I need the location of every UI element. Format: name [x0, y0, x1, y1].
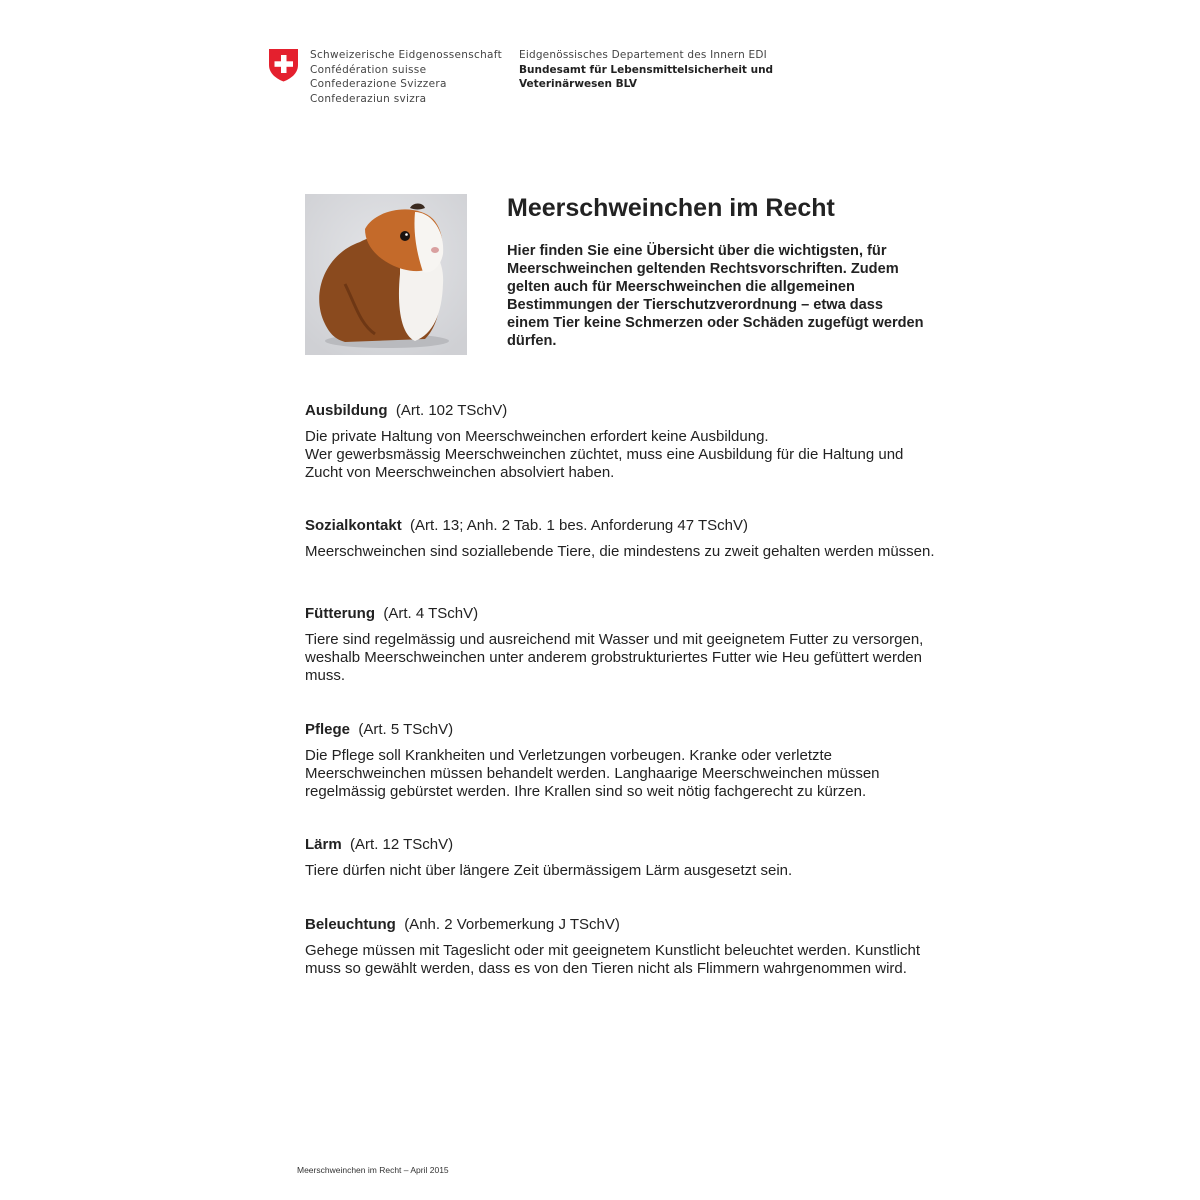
- section-text: Meerschweinchen sind soziallebende Tiere, die mindestens zu zweit gehalten werden müssen.: [305, 543, 935, 560]
- page-footer: Meerschweinchen im Recht – April 2015: [297, 1165, 449, 1175]
- federation-line: Confederaziun svizra: [310, 93, 427, 106]
- section-heading: Ausbildung: [305, 402, 388, 419]
- guinea-pig-photo: [305, 194, 467, 355]
- office-name-line2: Veterinärwesen BLV: [519, 78, 638, 91]
- section-reference: (Art. 13; Anh. 2 Tab. 1 bes. Anforderung 47 TSchV): [410, 517, 749, 534]
- section-text: Die Pflege soll Krankheiten und Verletzungen vorbeugen. Kranke oder verletzte Meerschweinchen müssen behandelt werden. Langhaarige Meerschweinchen müssen regelmässig gebürstet werden. Ihre Krallen sind so weit nötig fachgerecht zu kürzen.: [305, 747, 880, 800]
- section-heading: Pflege: [305, 721, 351, 738]
- section-sozialkontakt: [305, 517, 945, 561]
- page-title: Meerschweinchen im Recht: [507, 194, 835, 222]
- section-text: Die private Haltung von Meerschweinchen erfordert keine Ausbildung. Wer gewerbsmässig Meerschweinchen züchtet, muss eine Ausbildung für die Haltung und Zucht von Meerschweinchen absolviert haben.: [305, 428, 904, 481]
- section-laerm: [305, 836, 945, 880]
- section-text: Gehege müssen mit Tageslicht oder mit geeignetem Kunstlicht beleuchtet werden. Kunstlicht muss so gewählt werden, dass es von den Tieren nicht als Flimmern wahrgenommen wird.: [305, 942, 921, 977]
- section-text: Tiere sind regelmässig und ausreichend mit Wasser und mit geeignetem Futter zu versorgen, weshalb Meerschweinchen unter anderem grobstrukturiertes Futter wie Heu gefüttert werden muss.: [305, 631, 924, 684]
- section-reference: (Anh. 2 Vorbemerkung J TSchV): [404, 916, 620, 933]
- section-heading: Lärm: [305, 836, 342, 853]
- section-reference: (Art. 5 TSchV): [358, 721, 454, 738]
- section-reference: (Art. 102 TSchV): [395, 402, 508, 419]
- section-reference: (Art. 4 TSchV): [383, 605, 479, 622]
- section-heading: Fütterung: [305, 605, 375, 622]
- department-block: [519, 48, 773, 92]
- intro-text: Hier finden Sie eine Übersicht über die wichtigsten, für Meerschweinchen geltenden Rechtsvorschriften. Zudem gelten auch für Meerschweinchen die allgemeinen Bestimmungen der Tierschutzverordnung – etwa dass einem Tier keine Schmerzen oder Schäden zugefügt werden dürfen.: [507, 243, 924, 349]
- section-heading: Sozialkontakt: [305, 517, 402, 534]
- section-beleuchtung: [305, 916, 930, 978]
- section-fuetterung: [305, 605, 930, 685]
- federation-line: Confederazione Svizzera: [310, 78, 447, 91]
- federation-names: [310, 48, 502, 107]
- federation-line: Schweizerische Eidgenossenschaft: [310, 49, 502, 61]
- office-name-line1: Bundesamt für Lebensmittelsicherheit und: [519, 63, 774, 76]
- section-pflege: [305, 721, 895, 801]
- section-ausbildung: [305, 402, 945, 482]
- section-heading: Beleuchtung: [305, 916, 396, 933]
- section-text: Tiere dürfen nicht über längere Zeit übermässigem Lärm ausgesetzt sein.: [305, 862, 793, 879]
- swiss-coat-of-arms-icon: [268, 48, 299, 87]
- section-reference: (Art. 12 TSchV): [350, 836, 454, 853]
- department-name: Eidgenössisches Departement des Innern EDI: [519, 49, 767, 61]
- federation-line: Confédération suisse: [310, 63, 427, 76]
